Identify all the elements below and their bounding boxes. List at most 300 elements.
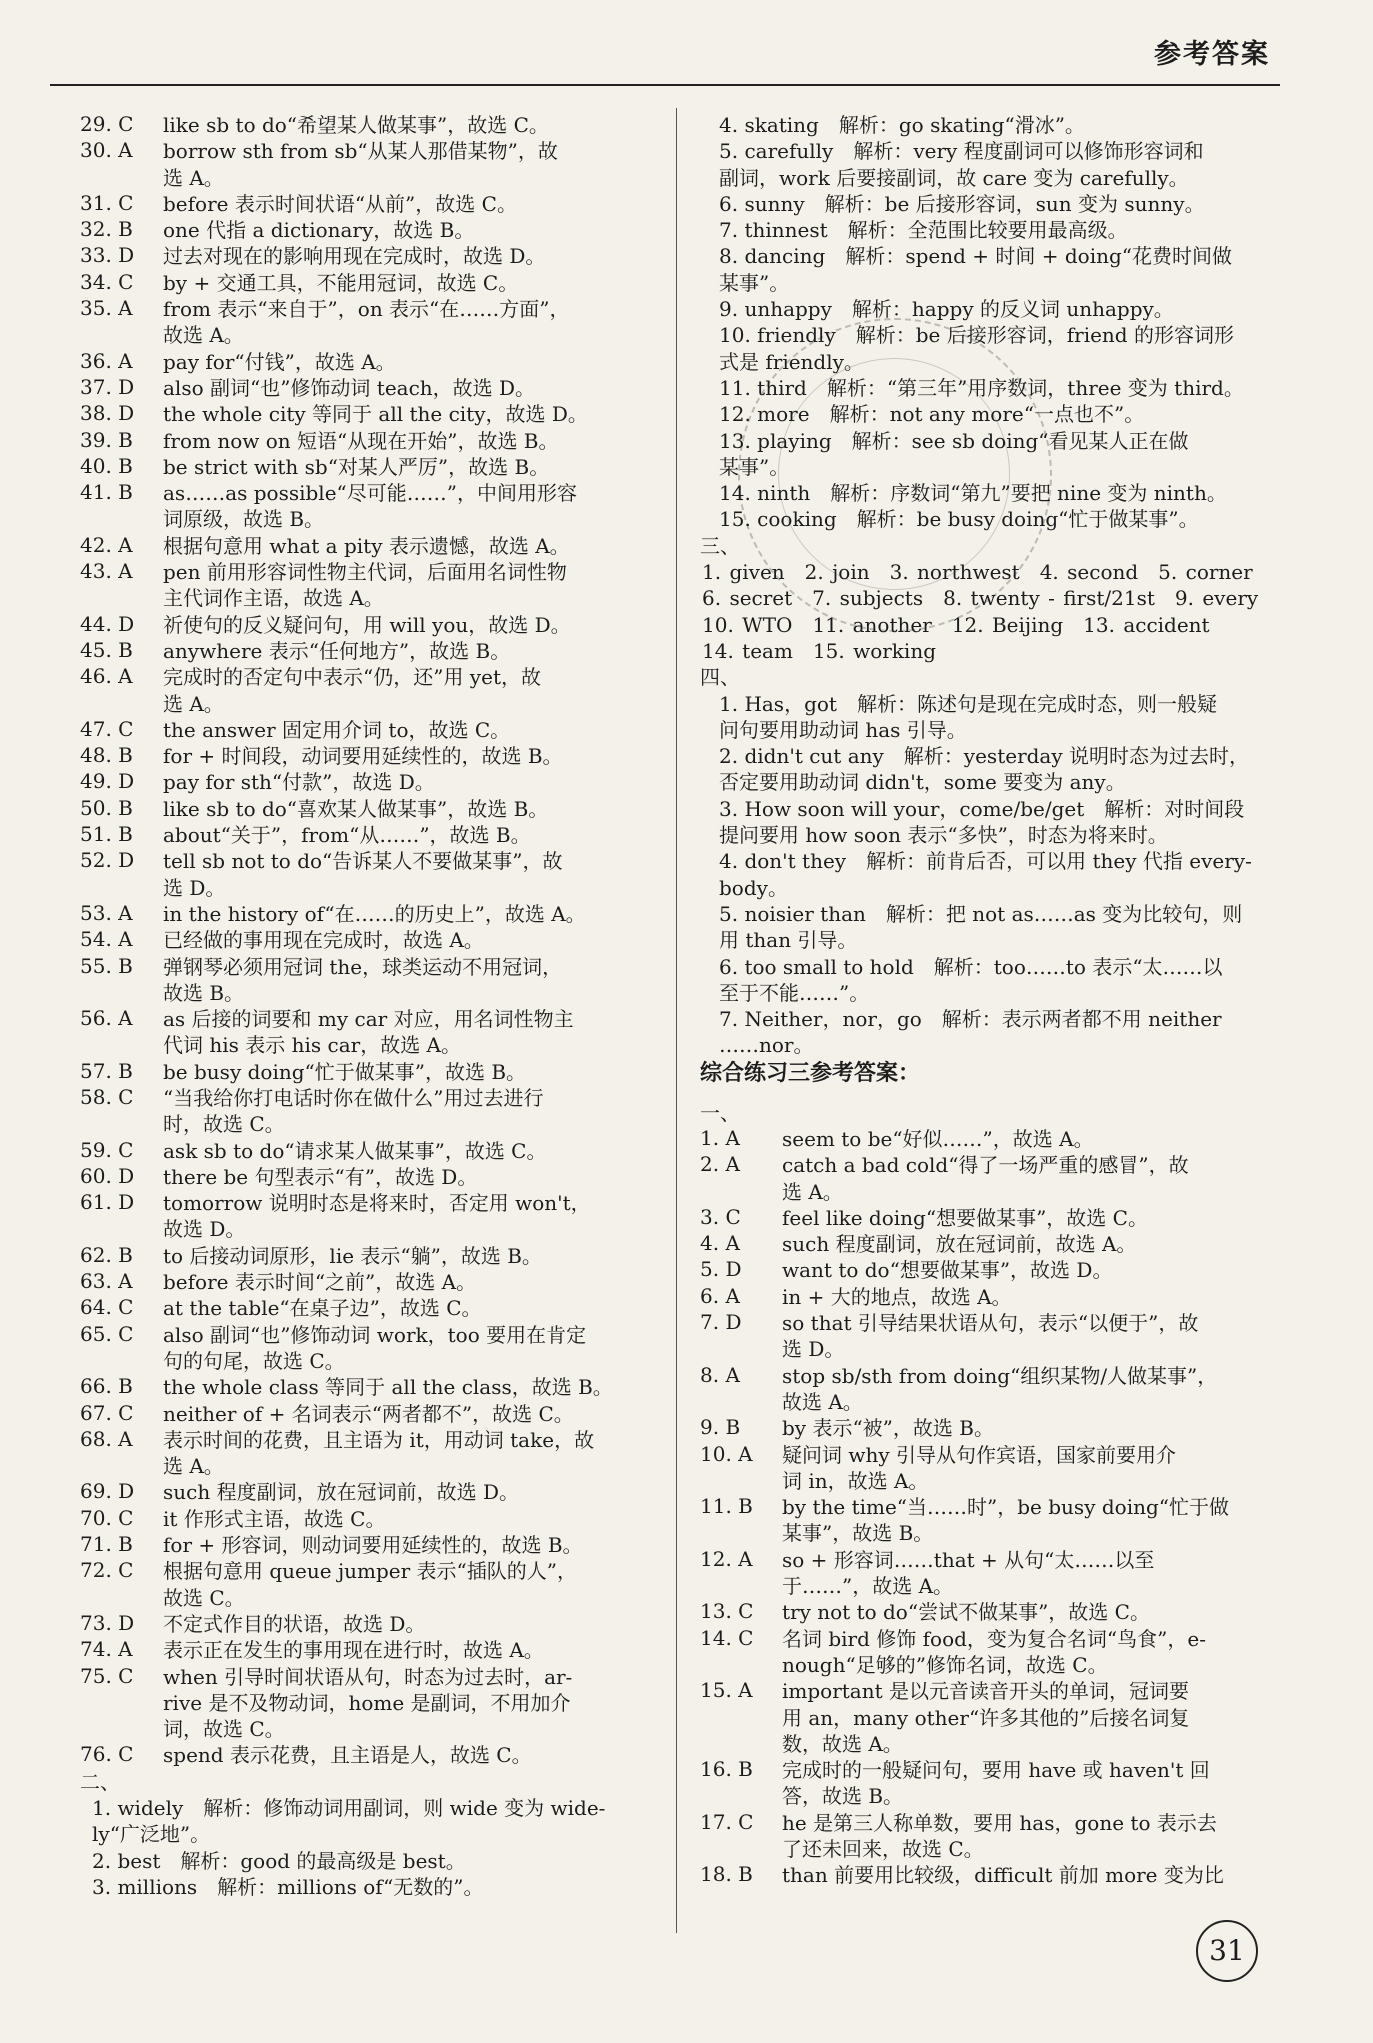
answer-item [80, 270, 648, 296]
answer-line: for + 形容词，则动词要用延续性的，故选 B。 [163, 1533, 583, 1558]
answer-line: from now on 短语“从现在开始”，故选 B。 [163, 428, 559, 453]
answer-number: 56. A [80, 1006, 133, 1031]
answer-text [163, 217, 648, 243]
answer-line: try not to do“尝试不做某事”，故选 C。 [782, 1600, 1150, 1625]
answer-number: 33. D [80, 243, 135, 268]
answer-item [700, 1126, 1280, 1152]
answer-item [700, 1862, 1280, 1888]
answer-text [163, 769, 648, 795]
answer-item [80, 559, 648, 612]
answer-line: borrow sth from sb“从某人那借某物”，故 [163, 139, 558, 164]
answer-line: want to do“想要做某事”，故选 D。 [782, 1258, 1113, 1283]
answer-number: 31. C [80, 190, 134, 215]
answer-line: 故选 A。 [782, 1389, 863, 1414]
answer-item [700, 428, 1280, 481]
answer-item [700, 1231, 1280, 1257]
answer-line: 3. millions 解析：millions of“无数的”。 [92, 1874, 484, 1899]
answer-number: 3. C [700, 1204, 741, 1229]
answer-text [719, 217, 1280, 243]
answer-line: catch a bad cold“得了一场严重的感冒”，故 [782, 1153, 1189, 1178]
answer-item [700, 401, 1280, 427]
answer-text [163, 1637, 648, 1663]
answer-number: 14. C [700, 1625, 754, 1650]
answer-item [80, 1637, 648, 1663]
answer-item [80, 1085, 648, 1138]
answer-number [700, 901, 719, 954]
answer-text [163, 375, 648, 401]
answer-line: 根据句意用 queue jumper 表示“插队的人”， [163, 1559, 578, 1584]
answer-item [700, 296, 1280, 322]
answer-text [163, 1401, 648, 1427]
answer-number: 30. A [80, 138, 133, 163]
answer-number [700, 296, 719, 322]
column-divider [676, 108, 677, 1933]
answer-number: 66. B [80, 1374, 133, 1399]
answer-line: 4. don't they 解析：前肯后否，可以用 they 代指 every- [719, 849, 1252, 874]
answer-number: 50. B [80, 795, 133, 820]
answer-line: rive 是不及物动词，home 是副词，不用加介 [163, 1690, 571, 1715]
answer-item [80, 743, 648, 769]
answer-item [80, 664, 648, 717]
answer-line: 否定要用助动词 didn't，some 要变为 any。 [719, 770, 1126, 795]
answer-item [700, 1363, 1280, 1416]
answer-text [163, 243, 648, 269]
answer-line: 词，故选 C。 [163, 1717, 285, 1742]
answer-line: pay for“付钱”，故选 A。 [163, 349, 396, 374]
answer-text [163, 1742, 648, 1768]
answer-item [80, 1532, 648, 1558]
answer-item [700, 1442, 1280, 1495]
answer-number: 58. C [80, 1084, 134, 1109]
answer-item [80, 428, 648, 454]
answer-number [700, 191, 719, 217]
answer-line: before 表示时间状语“从前”，故选 C。 [163, 191, 517, 216]
answer-number: 57. B [80, 1058, 133, 1083]
answer-number: 13. C [700, 1599, 754, 1624]
answer-item [700, 243, 1280, 296]
answer-item [80, 375, 648, 401]
answer-line: 5. carefully 解析：very 程度副词可以修饰形容词和 [719, 139, 1204, 164]
answer-text [163, 191, 648, 217]
answer-text [163, 1269, 648, 1295]
answer-text [163, 848, 648, 901]
answer-line: 故选 C。 [163, 1585, 245, 1610]
answer-number: 67. C [80, 1400, 134, 1425]
answer-line: 13. playing 解析：see sb doing“看见某人正在做 [719, 428, 1189, 453]
answer-line: 故选 D。 [163, 1217, 246, 1242]
answer-item [80, 717, 648, 743]
answer-line: 表示时间的花费，且主语为 it，用动词 take，故 [163, 1427, 595, 1452]
answer-number: 36. A [80, 348, 133, 373]
answer-line: 故选 B。 [163, 980, 245, 1005]
answer-item [80, 927, 648, 953]
answer-item [80, 1269, 648, 1295]
answer-number: 17. C [700, 1809, 754, 1834]
answer-text [163, 1322, 648, 1375]
answer-number: 41. B [80, 480, 133, 505]
answer-line: 14. ninth 解析：序数词“第九”要把 nine 变为 ninth。 [719, 481, 1227, 506]
answer-line: such 程度副词，放在冠词前，故选 A。 [782, 1232, 1137, 1257]
answer-line: 3. How soon will your，come/be/get 解析：对时间段 [719, 796, 1245, 821]
answer-number [700, 243, 719, 296]
answer-item [80, 1322, 648, 1375]
answer-item [700, 848, 1280, 901]
answer-number [700, 848, 719, 901]
answer-line: anywhere 表示“任何地方”，故选 B。 [163, 638, 511, 663]
answer-number: 45. B [80, 637, 133, 662]
answer-item [80, 1795, 648, 1848]
answer-number: 29. C [80, 112, 134, 136]
answer-line: in + 大的地点，故选 A。 [782, 1284, 1012, 1309]
answer-number: 34. C [80, 269, 134, 294]
answer-number: 61. D [80, 1190, 135, 1215]
answer-text [163, 533, 648, 559]
answer-line: the answer 固定用介词 to，故选 C。 [163, 717, 511, 742]
answer-text [719, 954, 1280, 1007]
answer-line: 于……”，故选 A。 [782, 1574, 954, 1599]
answer-item [80, 112, 648, 138]
answer-item [80, 138, 648, 191]
answer-text [163, 1190, 648, 1243]
answer-line: 副词，work 后要接副词，故 care 变为 carefully。 [719, 165, 1189, 190]
answer-number: 18. B [700, 1862, 753, 1887]
answer-text [163, 428, 648, 454]
answer-text [719, 138, 1280, 191]
answer-item [80, 1059, 648, 1085]
answer-line: the whole class 等同于 all the class，故选 B。 [163, 1375, 613, 1400]
answer-line: spend 表示花费，且主语是人，故选 C。 [163, 1743, 532, 1768]
answer-line: 完成时的一般疑问句，要用 have 或 haven't 回 [782, 1758, 1210, 1783]
answer-item [700, 1810, 1280, 1863]
answer-item [700, 1415, 1280, 1441]
answer-number: 12. A [700, 1546, 753, 1571]
answer-number: 59. C [80, 1137, 134, 1162]
right-column [700, 112, 1280, 1889]
answer-line: 15. cooking 解析：be busy doing“忙于做某事”。 [719, 507, 1199, 532]
answer-text [719, 322, 1280, 375]
answer-item [80, 296, 648, 349]
answer-number: 62. B [80, 1242, 133, 1267]
answer-text [719, 191, 1280, 217]
answer-item [80, 1006, 648, 1059]
answer-number [700, 691, 719, 744]
answer-number: 9. B [700, 1415, 741, 1440]
answer-number [700, 428, 719, 481]
answer-line: tomorrow 说明时态是将来时，否定用 won't， [163, 1191, 591, 1216]
answer-text [719, 796, 1280, 849]
answer-number: 16. B [700, 1757, 753, 1782]
answer-item [700, 191, 1280, 217]
answer-item [700, 1284, 1280, 1310]
answer-item [80, 349, 648, 375]
answer-line: 时，故选 C。 [163, 1112, 285, 1137]
answer-item [80, 1664, 648, 1743]
answer-text [163, 796, 648, 822]
answer-number: 15. A [700, 1678, 753, 1703]
answer-text [163, 1164, 648, 1190]
answer-text [163, 1611, 648, 1637]
answer-line: by + 交通工具，不能用冠词，故选 C。 [163, 270, 519, 295]
answer-item [80, 243, 648, 269]
answer-line: seem to be“好似……”，故选 A。 [782, 1126, 1094, 1151]
answer-text [782, 1205, 1280, 1231]
answer-line: 表示正在发生的事用现在进行时，故选 A。 [163, 1638, 544, 1663]
answer-text [163, 1138, 648, 1164]
answer-line: pay for sth“付款”，故选 D。 [163, 770, 435, 795]
answer-text [92, 1795, 648, 1848]
answer-number [700, 506, 719, 532]
answer-item [80, 1427, 648, 1480]
answer-item [700, 796, 1280, 849]
answer-item [700, 1310, 1280, 1363]
answer-item [80, 480, 648, 533]
answer-text [719, 112, 1280, 138]
answer-item [700, 1547, 1280, 1600]
answer-text [163, 270, 648, 296]
answer-number [700, 401, 719, 427]
answer-line: 名词 bird 修饰 food，变为复合名词“鸟食”，e- [782, 1626, 1206, 1651]
answer-item [80, 1374, 648, 1400]
answer-line: 7. Neither，nor，go 解析：表示两者都不用 neither [719, 1007, 1222, 1032]
answer-item [700, 375, 1280, 401]
section-heading: 四、 [700, 665, 740, 690]
answer-number: 7. D [700, 1310, 742, 1335]
answer-number [700, 112, 719, 138]
answer-text [782, 1494, 1280, 1547]
answer-item [80, 1506, 648, 1532]
answer-text [163, 743, 648, 769]
answer-line: important 是以元音读音开头的单词，冠词要 [782, 1679, 1190, 1704]
answer-line: stop sb/sth from doing“组织某物/人做某事”， [782, 1363, 1218, 1388]
answer-item [80, 1611, 648, 1637]
answer-item [700, 506, 1280, 532]
answer-text [163, 664, 648, 717]
answer-item [80, 954, 648, 1007]
answer-item [80, 1243, 648, 1269]
answer-text [719, 401, 1280, 427]
answer-text [163, 927, 648, 953]
answer-text [782, 1363, 1280, 1416]
answer-line: 已经做的事用现在完成时，故选 A。 [163, 928, 484, 953]
answer-number: 63. A [80, 1269, 133, 1294]
fill-in-row: 10. WTO 11. another 12. Beijing 13. accident [702, 612, 1210, 637]
answer-line: 词 in，故选 A。 [782, 1468, 929, 1493]
answer-line: at the table“在桌子边”，故选 C。 [163, 1296, 482, 1321]
answer-line: there be 句型表示“有”，故选 D。 [163, 1164, 478, 1189]
answer-line: 选 A。 [163, 165, 224, 190]
answer-text [782, 1152, 1280, 1205]
answer-line: 句的句尾，故选 C。 [163, 1348, 345, 1373]
answer-line: 5. noisier than 解析：把 not as……as 变为比较句，则 [719, 901, 1243, 926]
answer-number: 68. A [80, 1426, 133, 1451]
answer-text [782, 1231, 1280, 1257]
answer-text [782, 1599, 1280, 1625]
answer-line: 了还未回来，故选 C。 [782, 1837, 984, 1861]
answer-line: also 副词“也”修饰动词 work，too 要用在肯定 [163, 1322, 587, 1347]
answer-text [163, 1427, 648, 1480]
answer-line: 1. widely 解析：修饰动词用副词，则 wide 变为 wide- [92, 1796, 606, 1820]
answer-item [700, 322, 1280, 375]
answer-number: 37. D [80, 374, 135, 399]
answer-line: for + 时间段，动词要用延续性的，故选 B。 [163, 744, 563, 769]
answer-line: 问句要用助动词 has 引导。 [719, 717, 967, 742]
answer-text [163, 349, 648, 375]
answer-text [782, 1442, 1280, 1495]
answer-item [80, 638, 648, 664]
answer-item [700, 691, 1280, 744]
answer-number [700, 217, 719, 243]
answer-number: 73. D [80, 1610, 135, 1635]
answer-number [700, 796, 719, 849]
answer-number: 70. C [80, 1505, 134, 1530]
answer-text [719, 901, 1280, 954]
answer-number [700, 322, 719, 375]
answer-number [700, 743, 719, 796]
answer-text [163, 612, 648, 638]
fill-in-row: 6. secret 7. subjects 8. twenty - first/21st 9. every [702, 586, 1259, 611]
answer-line: as……as possible“尽可能……”，中间用形容 [163, 481, 577, 506]
answer-text [719, 848, 1280, 901]
answer-item [80, 1295, 648, 1321]
answer-text [163, 1664, 648, 1743]
answer-line: by 表示“被”，故选 B。 [782, 1416, 994, 1441]
section-heading: 三、 [700, 533, 740, 558]
answer-text [782, 1757, 1280, 1810]
answer-text [782, 1415, 1280, 1441]
answer-line: as 后接的词要和 my car 对应，用名词性物主 [163, 1007, 574, 1032]
answer-line: 根据句意用 what a pity 表示遗憾，故选 A。 [163, 533, 570, 558]
answer-line: the whole city 等同于 all the city，故选 D。 [163, 402, 588, 427]
answer-text [163, 296, 648, 349]
answer-number: 4. A [700, 1231, 740, 1256]
section-heading: 一、 [700, 1100, 740, 1125]
answer-item [700, 901, 1280, 954]
answer-item [700, 743, 1280, 796]
answer-line: 11. third 解析：“第三年”用序数词，three 变为 third。 [719, 375, 1244, 400]
answer-text [163, 1295, 648, 1321]
answer-text [719, 480, 1280, 506]
answer-text [163, 454, 648, 480]
answer-line: it 作形式主语，故选 C。 [163, 1506, 386, 1531]
answer-text [719, 375, 1280, 401]
answer-item [80, 1401, 648, 1427]
answer-number: 55. B [80, 953, 133, 978]
answer-number [700, 375, 719, 401]
answer-line: 祈使句的反义疑问句，用 will you，故选 D。 [163, 612, 571, 637]
answer-line: 6. too small to hold 解析：too……to 表示“太……以 [719, 954, 1223, 979]
answer-line: 1. Has，got 解析：陈述句是现在完成时态，则一般疑 [719, 691, 1217, 716]
answer-line: ……nor。 [719, 1033, 814, 1058]
answer-line: 提问要用 how soon 表示“多快”，时态为将来时。 [719, 823, 1168, 848]
answer-line: 7. thinnest 解析：全范围比较要用最高级。 [719, 218, 1128, 243]
answer-line: 某事”。 [719, 270, 790, 295]
answer-number [700, 1006, 719, 1059]
answer-line: nough“足够的”修饰名词，故选 C。 [782, 1652, 1108, 1677]
answer-line: 至于不能……”。 [719, 980, 870, 1005]
fill-in-row: 14. team 15. working [702, 638, 937, 663]
answer-line: 代词 his 表示 his car，故选 A。 [163, 1033, 461, 1058]
answer-text [163, 559, 648, 612]
answer-line: 式是 friendly。 [719, 349, 864, 374]
answer-text [719, 243, 1280, 296]
answer-item [80, 401, 648, 427]
answer-line: 某事”。 [719, 454, 790, 479]
answer-line: when 引导时间状语从句，时态为过去时，ar- [163, 1664, 573, 1689]
answer-line: like sb to do“喜欢某人做某事”，故选 B。 [163, 796, 549, 821]
left-column [80, 112, 648, 1900]
answer-text [163, 480, 648, 533]
answer-item [80, 1138, 648, 1164]
answer-item [80, 1164, 648, 1190]
answer-text [719, 506, 1280, 532]
answer-line: also 副词“也”修饰动词 teach，故选 D。 [163, 375, 536, 400]
answer-number: 53. A [80, 900, 133, 925]
answer-text [719, 743, 1280, 796]
answer-line: one 代指 a dictionary，故选 B。 [163, 218, 475, 243]
answer-line: 过去对现在的影响用现在完成时，故选 D。 [163, 244, 546, 269]
answer-line: 2. didn't cut any 解析：yesterday 说明时态为过去时， [719, 744, 1250, 769]
answer-number: 6. A [700, 1283, 740, 1308]
answer-item [80, 1190, 648, 1243]
answer-item [80, 454, 648, 480]
answer-text [719, 296, 1280, 322]
answer-item [80, 1558, 648, 1611]
answer-item [700, 1494, 1280, 1547]
answer-text [782, 1678, 1280, 1757]
answer-line: 选 D。 [163, 875, 226, 900]
answer-number: 5. D [700, 1257, 742, 1282]
answer-text [782, 1547, 1280, 1600]
answer-number: 71. B [80, 1532, 133, 1557]
answer-line: 某事”，故选 B。 [782, 1521, 934, 1546]
answer-line: body。 [719, 875, 788, 900]
answer-text [163, 1006, 648, 1059]
answer-number: 43. A [80, 559, 133, 584]
answer-text [163, 112, 648, 138]
answer-text [719, 428, 1280, 481]
answer-line: be busy doing“忙于做某事”，故选 B。 [163, 1059, 527, 1084]
answer-item [700, 1006, 1280, 1059]
answer-text [163, 1059, 648, 1085]
answer-text [163, 138, 648, 191]
answer-line: pen 前用形容词性物主代词，后面用名词性物 [163, 560, 567, 585]
page-number: 31 [1196, 1920, 1258, 1982]
answer-text [163, 1532, 648, 1558]
answer-number: 51. B [80, 822, 133, 847]
answer-line: 弹钢琴必须用冠词 the，球类运动不用冠词， [163, 954, 563, 979]
answer-line: 12. more 解析：not any more“一点也不”。 [719, 402, 1145, 427]
answer-line: ask sb to do“请求某人做某事”，故选 C。 [163, 1138, 547, 1163]
answer-text [782, 1257, 1280, 1283]
answer-item [80, 848, 648, 901]
answer-line: 4. skating 解析：go skating“滑冰”。 [719, 113, 1085, 137]
answer-text [163, 638, 648, 664]
answer-number: 40. B [80, 453, 133, 478]
answer-line: 8. dancing 解析：spend + 时间 + doing“花费时间做 [719, 244, 1233, 269]
answer-text [782, 1126, 1280, 1152]
answer-number: 74. A [80, 1637, 133, 1662]
answer-number: 54. A [80, 927, 133, 952]
answer-number: 64. C [80, 1295, 134, 1320]
answer-number: 8. A [700, 1362, 740, 1387]
answer-item [80, 1874, 648, 1900]
answer-text [719, 1006, 1280, 1059]
answer-line: be strict with sb“对某人严厉”，故选 B。 [163, 454, 550, 479]
answer-text [163, 401, 648, 427]
answer-line: 2. best 解析：good 的最高级是 best。 [92, 1848, 466, 1873]
answer-line: 完成时的否定句中表示“仍，还”用 yet，故 [163, 665, 541, 690]
answer-line: 用 an，many other“许多其他的”后接名词复 [782, 1705, 1190, 1730]
